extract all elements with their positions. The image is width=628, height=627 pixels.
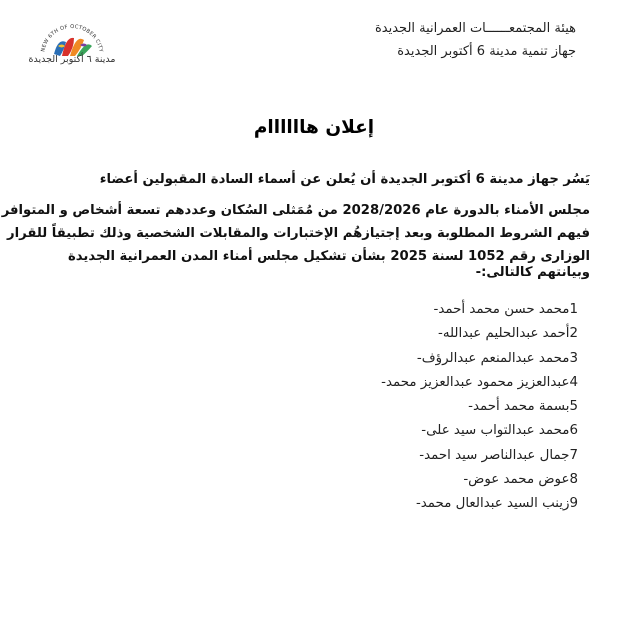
body-line-4: الوزارى رقم 1052 لسنة 2025 بشأن تشكيل مجلس أمناء المدن العمرانية الجديدة [68,249,590,264]
member-name: -جمال عبدالناصر سيد احمد [419,447,570,463]
member-name: -محمد حسن محمد أحمد [433,302,570,317]
member-number: 2 [569,326,578,342]
member-number: 9 [569,496,578,512]
members-list [381,302,578,521]
body-line-5: وبيانتهم كالتالى:- [475,265,590,280]
member-number: 5 [569,399,578,415]
member-number: 4 [569,374,578,390]
list-item [381,326,578,350]
member-number: 1 [569,302,578,317]
member-number: 3 [569,350,578,366]
agency-name: جهاز تنمية مدينة 6 أكتوبر الجديدة [397,44,576,59]
list-item [381,448,578,472]
member-name: -عبدالعزيز محمود عبدالعزيز محمد [381,374,570,390]
body-line-3: فيهم الشروط المطلوبة وبعد إجتيازهُم الإختبارات والمقابلات الشخصية وذلك تطبيقاً للقرار [7,226,590,241]
city-logo [14,16,129,78]
list-item [381,302,578,326]
member-name: -أحمد عبدالحليم عبدالله [437,326,570,342]
member-name: -محمد عبدالمنعم عبدالرؤف [416,350,570,366]
list-item [381,472,578,496]
list-item [381,496,578,520]
member-number: 8 [569,472,578,488]
member-name: -محمد عبدالتواب سيد على [421,423,570,439]
svg-text:NEW 6TH OF OCTOBER CITY: NEW 6TH OF OCTOBER CITY [40,23,104,53]
list-item [381,375,578,399]
member-name: -بسمة محمد أحمد [468,399,570,415]
member-number: 6 [569,423,578,439]
member-name: -عوض محمد عوض [463,472,570,488]
body-line-2: مجلس الأمناء بالدورة عام 2028/2026 من مُمَثلى السُكان وعددهم تسعة أشخاص و المتوافر [1,203,590,218]
list-item [381,351,578,375]
member-number: 7 [569,447,578,463]
list-item [381,399,578,423]
announcement-title: إعلان هاااااام [253,117,375,138]
logo-caption: مدينة ٦ أكتوبر الجديدة [28,54,116,65]
organization-name: هيئة المجتمعــــــات العمرانية الجديدة [374,21,576,36]
member-name: -زينب السيد عبدالعال محمد [415,496,570,512]
body-line-1: يَسُر جهاز مدينة 6 أكتوبر الجديدة أن يُعلن عن أسماء السادة المقبولين أعضاء [99,172,590,187]
list-item [381,423,578,447]
